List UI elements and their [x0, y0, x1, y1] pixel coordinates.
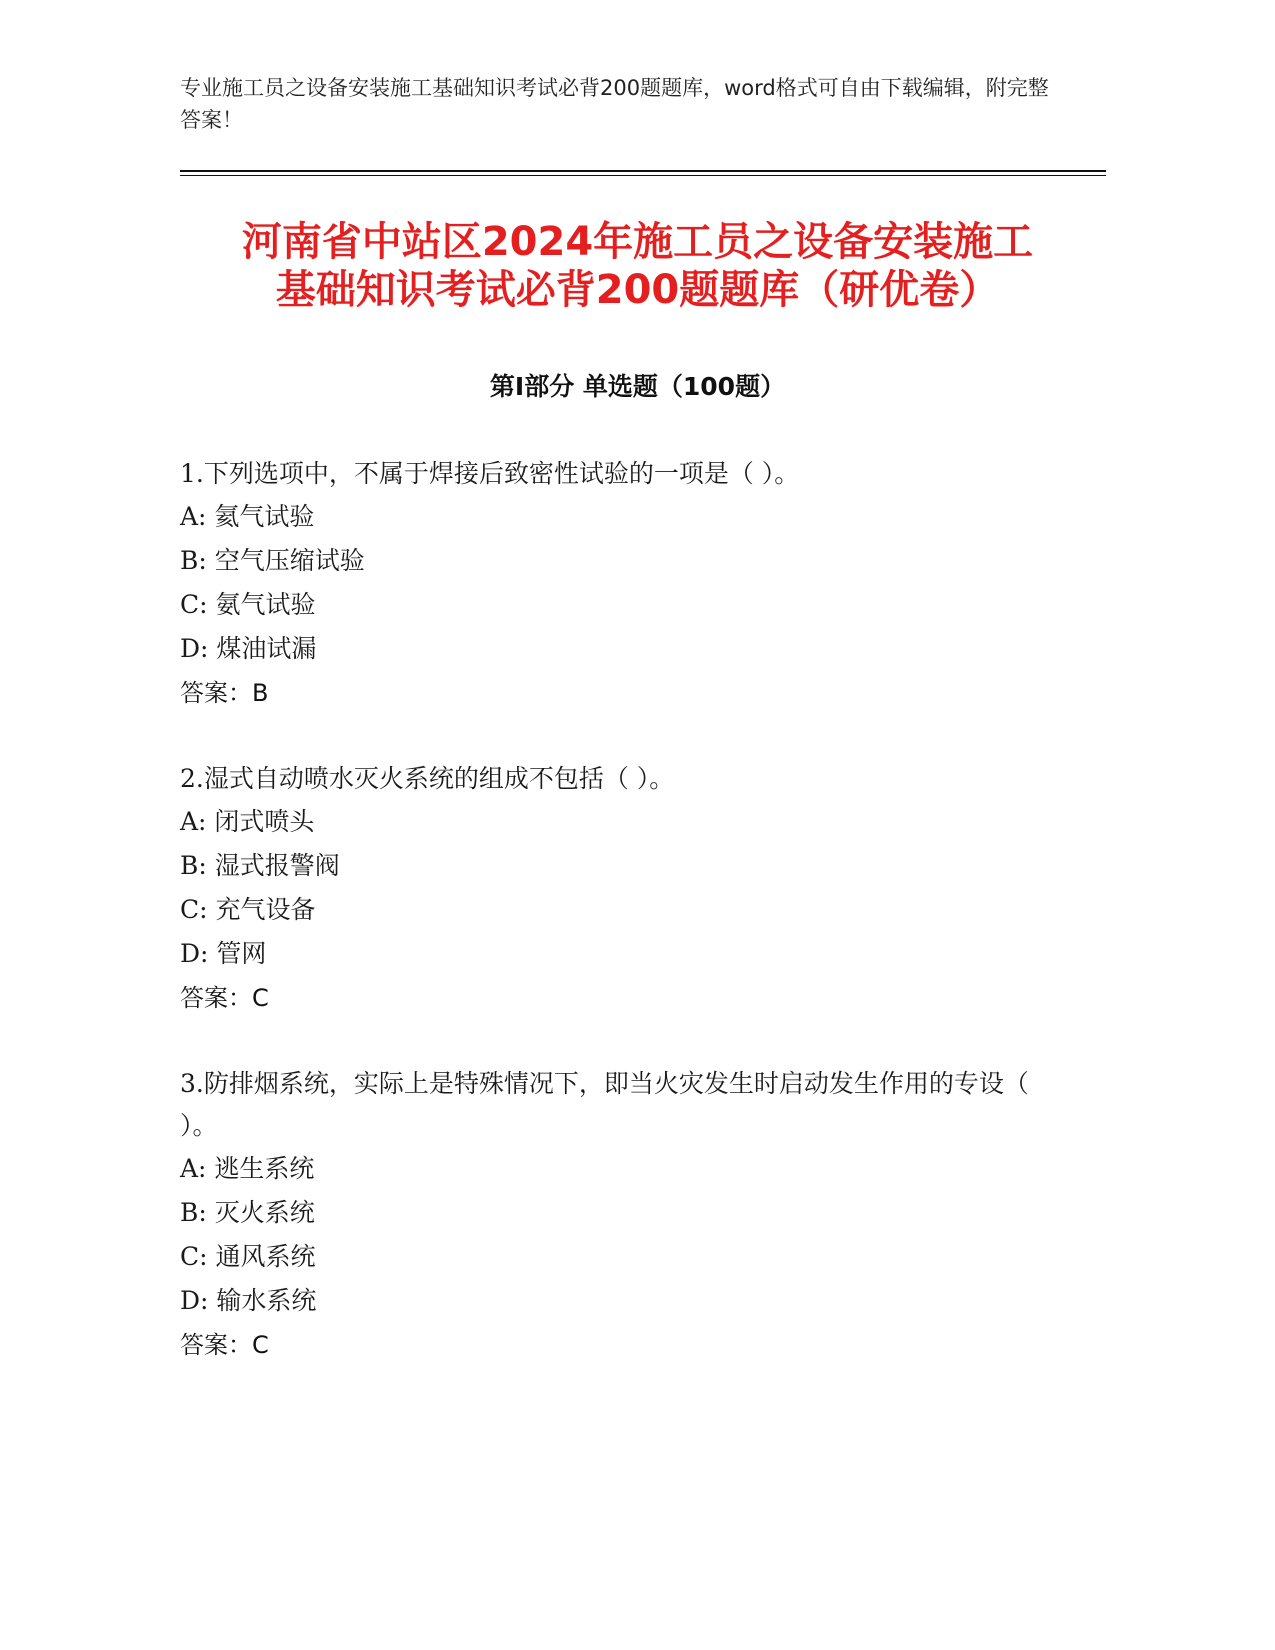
option-d: D: 输水系统 [180, 1286, 317, 1315]
answer: 答案：C [180, 1331, 269, 1359]
question-stem: 1.下列选项中，不属于焊接后致密性试验的一项是（ ）。 [180, 459, 800, 488]
option-a: A: 逃生系统 [180, 1154, 315, 1183]
question-3 [180, 1063, 1040, 1367]
option-d: D: 管网 [180, 939, 267, 968]
question-stem: 3.防排烟系统，实际上是特殊情况下，即当火灾发生时启动发生作用的专设（ ）。 [180, 1069, 1029, 1140]
document-title-line-1: 河南省中站区2024年施工员之设备安装施工 [241, 219, 1034, 265]
header-rule-thick [180, 170, 1106, 172]
question-stem: 2.湿式自动喷水灭火系统的组成不包括（ ）。 [180, 764, 675, 793]
answer: 答案：B [180, 679, 269, 707]
option-d: D: 煤油试漏 [180, 634, 317, 663]
document-title-line-2: 基础知识考试必背200题题库（研优卷） [275, 267, 1000, 313]
answer: 答案：C [180, 984, 269, 1012]
option-a: A: 闭式喷头 [180, 807, 315, 836]
option-b: B: 空气压缩试验 [180, 546, 365, 575]
option-b: B: 灭火系统 [180, 1198, 315, 1227]
option-a: A: 氦气试验 [180, 502, 315, 531]
option-b: B: 湿式报警阀 [180, 851, 340, 880]
section-heading: 第Ⅰ部分 单选题（100题） [489, 372, 786, 401]
option-c: C: 充气设备 [180, 895, 316, 924]
question-2 [180, 758, 1040, 1020]
question-1 [180, 453, 1040, 715]
option-c: C: 氨气试验 [180, 590, 316, 619]
document-title [150, 218, 1125, 314]
option-c: C: 通风系统 [180, 1242, 316, 1271]
header-note: 专业施工员之设备安装施工基础知识考试必背200题题库，word格式可自由下载编辑，附完整答案！ [180, 76, 1049, 132]
header-rule-thin [180, 175, 1106, 176]
